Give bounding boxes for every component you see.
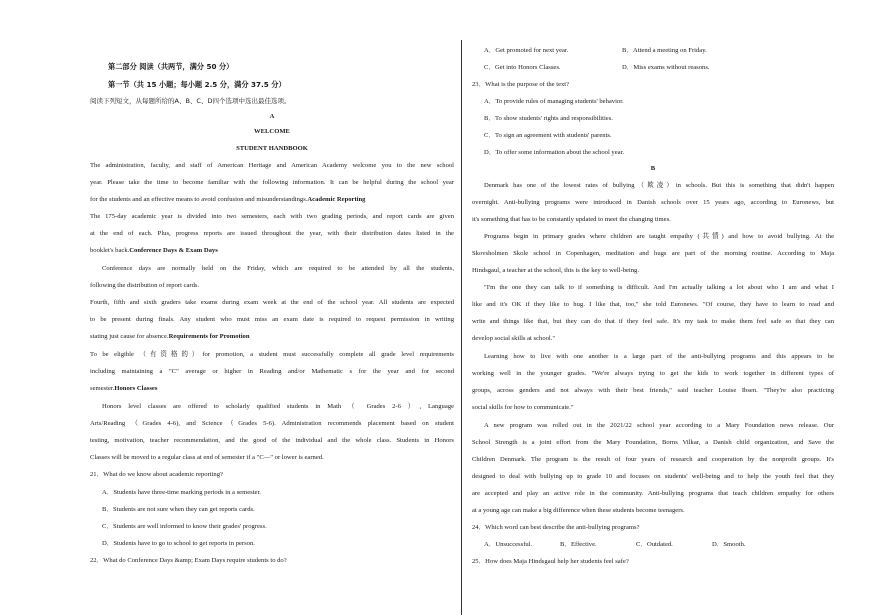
conference-days-heading: Conference Days & Exam Days: [129, 247, 218, 254]
paragraph-line: Skovsholmen Skole school in Copenhagen, meditation and hugs are part of the morning routine. According to Maja: [472, 250, 834, 257]
paragraph-line: are accepted and play an active role in the community. Anti-bullying programs that teach children empathy for others: [472, 490, 834, 497]
paragraph-line: groups, across genders and not always with their best friends," said teacher Louise Ibsen. "They're also practicing: [472, 387, 834, 394]
paragraph-line: School Strength is a joint effort from the Mary Foundation, Borns Vilkar, a Danish child organization, and Save the: [472, 439, 834, 446]
paragraph-line: Children Denmark. The program is the result of four years of research and cooperation by the nonprofit groups. It's: [472, 456, 834, 463]
paragraph-line: "I'm the one they can talk to if something is difficult. And I'm actually talking a lot about who I am and what I: [484, 284, 834, 291]
paragraph-line: Classes will be moved to a regular class at end of semester if a "C—" or lower is earned.: [90, 454, 324, 461]
instruction: 阅读下列短文，从每题所给的A、B、C、D四个选项中选出最佳选项。: [90, 97, 291, 105]
question-21: 21．What do we know about academic reporting?: [90, 471, 223, 478]
paragraph-line: booklet's back.Conference Days & Exam Days: [90, 247, 218, 254]
paragraph-line: including maintaining a "C" average or higher in Reading and/or Mathematic s for the year and for second: [90, 368, 454, 375]
paragraph-line: The administration, faculty, and staff of American Heritage and American Academy welcome you to the new school: [90, 162, 454, 169]
q21-option-b: B．Students are not sure when they can get reports cards.: [102, 506, 255, 513]
q21-option-d: D．Students have to go to school to get reports in person.: [102, 540, 255, 547]
passage-b-letter: B: [650, 165, 656, 172]
paragraph-line: at a young age can make a big difference when these students become teenagers.: [472, 507, 685, 514]
paragraph-line: A new program was rolled out in the 2021/22 school year according to a Mary Foundation news release. Our: [484, 422, 834, 429]
column-divider: [461, 40, 462, 615]
paragraph-line: like and it's OK if they like to hug. I like that, too," she told Euronews. "Of course, they have to learn to read and: [472, 301, 834, 308]
paragraph-line: Honors level classes are offered to scholarly qualified students in Math （ Grades 2-6 ）, Language: [102, 403, 454, 410]
question-24: 24．Which word can best describe the anti-bullying programs?: [472, 524, 640, 531]
paragraph-line: semester.Honors Classes: [90, 385, 158, 392]
paragraph-line: The 175-day academic year is divided into two semesters, each with two grading periods, and report cards are given: [90, 213, 454, 220]
q23-option-d: D．To offer some information about the school year.: [484, 149, 625, 156]
passage-a-letter: A: [269, 113, 275, 120]
paragraph-line: To be eligible （有资格的）for promotion, a student must successfully complete all grade level requirements: [90, 351, 454, 358]
paragraph-line: Hindsgaul, a teacher at the school, this is the key to well-being.: [472, 267, 639, 274]
promotion-heading: Requirements for Promotion: [168, 333, 250, 340]
q21-option-c: C．Students are well informed to know their grades' progress.: [102, 523, 267, 530]
q22-option-d: D．Miss exams without reasons.: [622, 64, 710, 71]
paragraph-line: overnight. Anti-bullying programs were introduced in Danish schools over 15 years ago, according to Euronews, but: [472, 199, 834, 206]
q24-option-a: A．Unsuccessful.: [484, 541, 533, 548]
paragraph-line: Learning how to live with one another is a large part of the anti-bullying programs and this appears to be: [484, 353, 834, 360]
paragraph-line: following the distribution of report cards.: [90, 282, 200, 289]
q23-option-c: C．To sign an agreement with students' parents.: [484, 132, 612, 139]
q24-option-b: B．Effective.: [560, 541, 597, 548]
paragraph-line: Arts/Reading （Grades 4-6), and Science（Grades 5-6). Administration recommends placement based on student: [90, 420, 454, 427]
paragraph-line: stating just cause for absence.Requirements for Promotion: [90, 333, 250, 340]
question-25: 25．How does Maja Hindsgaul help her students feel safe?: [472, 558, 629, 565]
paragraph-line: it's something that has to be constantly updated to meet the changing times.: [472, 216, 671, 223]
paragraph-line: working well in the younger grades. "We're always trying to get the kids to work together in different types of: [472, 370, 834, 377]
question-22: 22．What do Conference Days &amp; Exam Days require students to do?: [90, 557, 287, 564]
honors-heading: Honors Classes: [114, 385, 158, 392]
paragraph-line: testing, motivation, teacher recommendation, and the good of the individual and the whole class. Students in Honors: [90, 437, 454, 444]
handbook-title: STUDENT HANDBOOK: [236, 145, 308, 152]
section-heading: 第一节（共 15 小题；每小题 2.5 分，满分 37.5 分）: [108, 80, 286, 89]
welcome-title: WELCOME: [254, 128, 290, 135]
q22-option-b: B．Attend a meeting on Friday.: [622, 47, 707, 54]
paragraph-line: develop social skills at school.": [472, 335, 556, 342]
paragraph-line: social skills for how to communicate.": [472, 404, 574, 411]
paragraph-line: write and things like that, but they can do that if they feel safe. It's my task to make them feel safe so that they can: [472, 318, 834, 325]
paragraph-line: Denmark has one of the lowest rates of bullying（欺凌）in schools. But this is something that didn't happen: [484, 182, 834, 189]
question-23: 23．What is the purpose of the text?: [472, 81, 570, 88]
paragraph-line: to be present during finals. Any student who must miss an exam date is required to request permission in writing: [90, 316, 454, 323]
q21-option-a: A．Students have three-time marking periods in a semester.: [102, 489, 261, 496]
q24-option-c: C．Outdated.: [636, 541, 673, 548]
part-heading: 第二部分 阅读（共两节，满分 50 分）: [108, 62, 234, 71]
paragraph-line: Programs begin in primary grades where children are taught empathy (共情) and how to avoid bullying. At the: [484, 233, 834, 240]
paragraph-line: designed to deal with bullying up to grade 10 and focuses on students' well-being and to help the youth feel that they: [472, 473, 834, 480]
q22-option-c: C．Get into Honors Classes.: [484, 64, 561, 71]
q23-option-b: B．To show students' rights and responsibilities.: [484, 115, 613, 122]
paragraph-line: Conference days are normally held on the Friday, which are required to be attended by all the students,: [102, 265, 454, 272]
q23-option-a: A．To provide rules of managing students' behavior.: [484, 98, 624, 105]
q24-option-d: D．Smooth.: [712, 541, 746, 548]
q22-option-a: A．Get promoted for next year.: [484, 47, 569, 54]
paragraph-line: Fourth, fifth and sixth graders take exams during exam week at the end of the school year. All students are expected: [90, 299, 454, 306]
paragraph-line: year. Please take the time to become familiar with the following information. It can be helpful during the school year: [90, 179, 454, 186]
academic-reporting-heading: Academic Reporting: [307, 196, 366, 203]
paragraph-line: at the end of each. Plus, progress reports are issued throughout the year, with their distribution dates listed in the: [90, 230, 454, 237]
paragraph-line: for the students and an effective means to avoid confusion and misunderstandings.Academic Reporting: [90, 196, 366, 203]
